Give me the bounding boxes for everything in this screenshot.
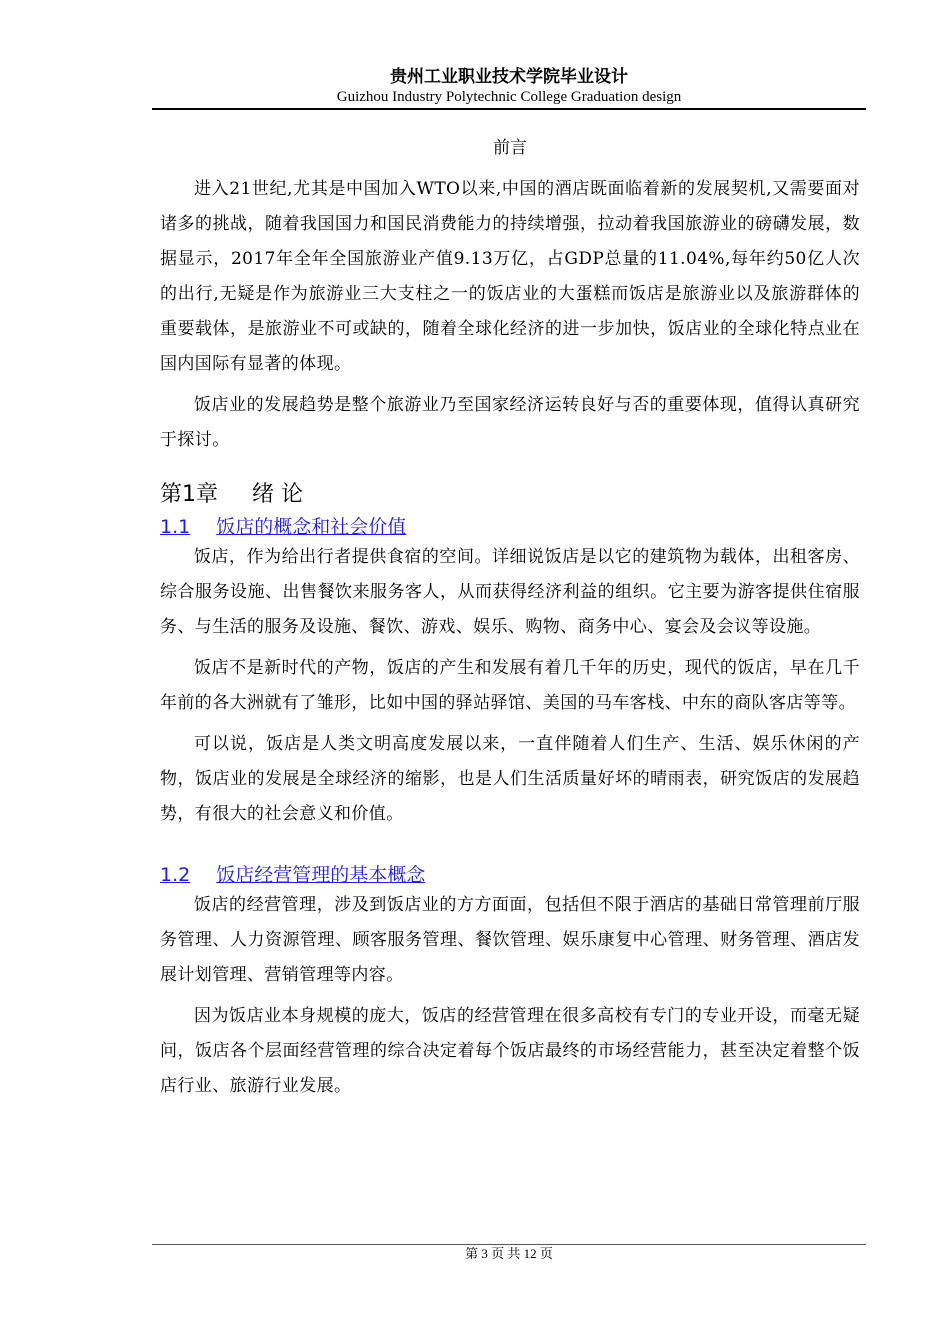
- section-heading-1-1[interactable]: [160, 514, 860, 540]
- preface-title: 前言: [493, 138, 527, 158]
- section-paragraph: 饭店不是新时代的产物，饭店的产生和发展有着几千年的历史，现代的饭店，早在几千年前的各大洲就有了雏形，比如中国的驿站驿馆、美国的马车客栈、中东的商队客店等等。: [160, 658, 860, 713]
- section-paragraph: 因为饭店业本身规模的庞大，饭店的经营管理在很多高校有专门的专业开设，而毫无疑问，饭店各个层面经营管理的综合决定着每个饭店最终的市场经营能力，甚至决定着整个饭店行业、旅游行业发展。: [160, 1006, 860, 1096]
- section-title: 饭店经营管理的基本概念: [216, 864, 426, 886]
- header-rule: [152, 108, 866, 110]
- preface-paragraph: 饭店业的发展趋势是整个旅游业乃至国家经济运转良好与否的重要体现，值得认真研究于探讨。: [160, 395, 860, 450]
- section-paragraph: 饭店的经营管理，涉及到饭店业的方方面面，包括但不限于酒店的基础日常管理前厅服务管理、人力资源管理、顾客服务管理、餐饮管理、娱乐康复中心管理、财务管理、酒店发展计划管理、营销管理等内容。: [160, 895, 860, 985]
- section-heading-1-2[interactable]: [160, 862, 860, 888]
- header-title-en: Guizhou Industry Polytechnic College Graduation design: [336, 89, 682, 105]
- section-number: 1.2: [160, 864, 191, 886]
- page-body: [160, 136, 860, 1110]
- section-number: 1.1: [160, 516, 191, 538]
- preface-paragraph: 进入21世纪,尤其是中国加入WTO以来,中国的酒店既面临着新的发展契机,又需要面对诸多的挑战，随着我国国力和国民消费能力的持续增强，拉动着我国旅游业的磅礴发展，数据显示，2017年全年全国旅游业产值9.13万亿，占GDP总量的11.04%,每年约50亿人次的出行,无疑是作为旅游业三大支柱之一的饭店业的大蛋糕而饭店是旅游业以及旅游群体的重要载体，是旅游业不可或缺的，随着全球化经济的进一步加快，饭店业的全球化特点业在国内国际有显著的体现。: [160, 179, 860, 374]
- chapter-heading: [160, 480, 860, 510]
- chapter-title: 绪 论: [252, 482, 303, 507]
- section-paragraph: 饭店，作为给出行者提供食宿的空间。详细说饭店是以它的建筑物为载体，出租客房、综合服务设施、出售餐饮来服务客人，从而获得经济利益的组织。它主要为游客提供住宿服务、与生活的服务及设施、餐饮、游戏、娱乐、购物、商务中心、宴会及会议等设施。: [160, 547, 860, 637]
- page-header: [152, 66, 866, 106]
- section-title: 饭店的概念和社会价值: [216, 516, 407, 538]
- page-number: 第 3 页 共 12 页: [465, 1246, 553, 1261]
- chapter-number: 第1章: [160, 482, 218, 507]
- header-title-cn: 贵州工业职业技术学院毕业设计: [390, 67, 628, 87]
- section-paragraph: 可以说，饭店是人类文明高度发展以来，一直伴随着人们生产、生活、娱乐休闲的产物，饭店业的发展是全球经济的缩影，也是人们生活质量好坏的晴雨表，研究饭店的发展趋势，有很大的社会意义和价值。: [160, 734, 860, 824]
